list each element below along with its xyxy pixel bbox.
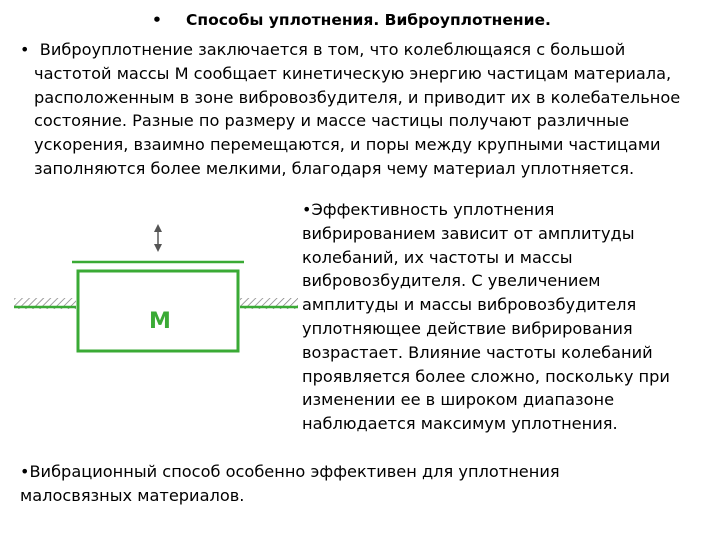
text-line: изменении ее в широком диапазоне	[302, 390, 615, 410]
text-line: амплитуды и массы вибровозбудителя	[302, 295, 637, 315]
text-line: малосвязных материалов.	[20, 485, 245, 505]
text-line: • Виброуплотнение заключается в том, что колеблющаяся с большой	[20, 40, 626, 59]
text-line: уплотняющее действие вибрирования	[302, 318, 633, 338]
mass-label: М	[149, 309, 171, 334]
text-line: частотой массы М сообщает кинетическую энергию частицам материала,	[34, 63, 672, 83]
title-bullet: •	[152, 11, 162, 29]
paragraph-vibrocompaction	[20, 38, 710, 181]
text-line: •Вибрационный способ особенно эффективен для уплотнения	[20, 462, 560, 481]
paragraph-efficiency	[302, 198, 714, 436]
text-line: колебаний, их частоты и массы	[302, 247, 573, 267]
paragraph-bullet: •	[302, 200, 312, 219]
text-line: расположенным в зоне вибровозбудителя, и приводит их в колебательное	[34, 87, 681, 107]
text-line: вибрированием зависит от амплитуды	[302, 223, 635, 243]
text-line: •Эффективность уплотнения	[302, 200, 555, 219]
paragraph-bullet: •	[20, 462, 30, 481]
text-line: состояние. Разные по размеру и массе частицы получают различные	[34, 111, 630, 131]
text-line: возрастает. Влияние частоты колебаний	[302, 342, 653, 362]
text-line: заполняются более мелкими, благодаря чему материал уплотняется.	[34, 158, 635, 178]
paragraph-vibration-method	[20, 460, 680, 508]
title-text: Способы уплотнения. Виброуплотнение.	[186, 11, 551, 29]
amplitude-arrow-icon	[154, 224, 162, 252]
paragraph-bullet: •	[20, 40, 30, 59]
slide-title	[152, 8, 692, 32]
text-line: ускорения, взаимно перемещаются, и поры между крупными частицами	[34, 135, 661, 155]
text-line: проявляется более сложно, поскольку при	[302, 366, 670, 386]
text-line: наблюдается максимум уплотнения.	[302, 414, 618, 434]
text-line: вибровозбудителя. С увеличением	[302, 271, 601, 291]
vibration-mass-diagram	[14, 214, 299, 394]
